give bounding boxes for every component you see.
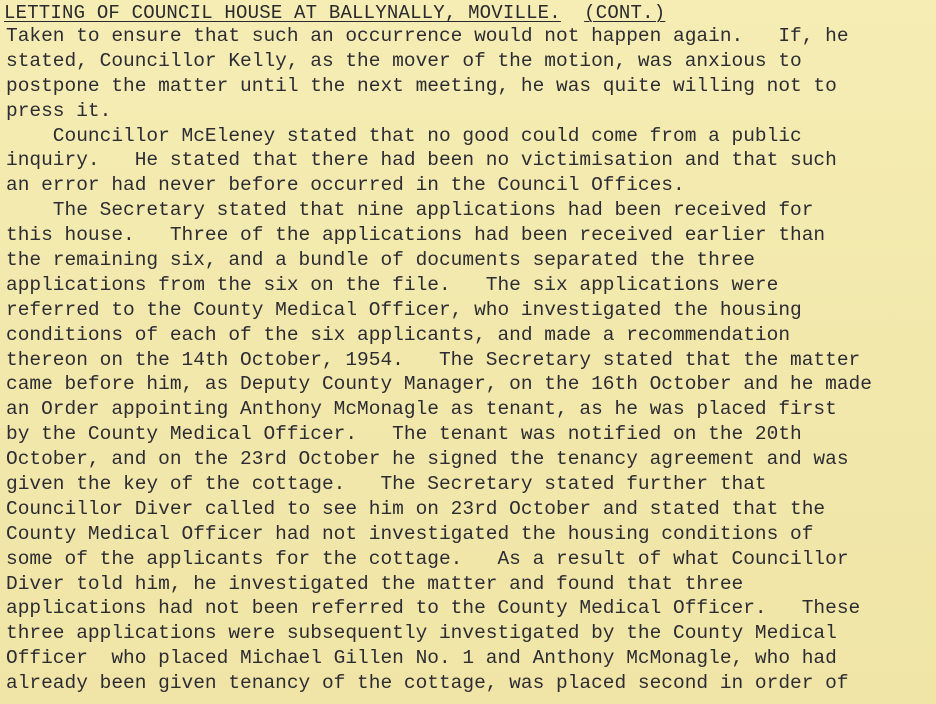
text-line: postpone the matter until the next meeting, he was quite willing not to [6,74,837,97]
text-line: thereon on the 14th October, 1954. The Secretary stated that the matter [6,348,861,371]
text-line: already been given tenancy of the cottage, was placed second in order of [6,672,849,695]
text-line: Taken to ensure that such an occurrence would not happen again. If, he [6,25,849,47]
text-line: Officer who placed Michael Gillen No. 1 and Anthony McMonagle, who had [6,647,837,670]
text-line: applications from the six on the file. The six applications were [6,273,779,296]
text-line: the remaining six, and a bundle of documents separated the three [6,249,755,272]
body-text [6,24,936,696]
text-line: some of the applicants for the cottage. As a result of what Councillor [6,547,849,570]
text-line: by the County Medical Officer. The tenant was notified on the 20th [6,423,802,446]
page-heading [4,2,665,24]
text-line: three applications were subsequently investigated by the County Medical [6,622,837,645]
text-line: applications had not been referred to the County Medical Officer. These [6,597,861,620]
text-line: conditions of each of the six applicants, and made a recommendation [6,323,791,346]
heading-title: LETTING OF COUNCIL HOUSE AT BALLYNALLY, MOVILLE. [4,2,561,24]
text-line: Councillor McEleney stated that no good could come from a public [6,124,802,147]
text-line: press it. [6,99,112,122]
text-line: Councillor Diver called to see him on 23rd October and stated that the [6,497,826,520]
text-line: stated, Councillor Kelly, as the mover of the motion, was anxious to [6,49,802,72]
text-line: this house. Three of the applications had been received earlier than [6,224,826,247]
text-line: came before him, as Deputy County Manager, on the 16th October and he made [6,373,872,396]
text-line: given the key of the cottage. The Secretary stated further that [6,473,767,496]
heading-suffix: (CONT.) [584,2,666,24]
text-line: The Secretary stated that nine applications had been received for [6,199,814,222]
text-line: Diver told him, he investigated the matter and found that three [6,572,744,595]
text-line: County Medical Officer had not investigated the housing conditions of [6,522,814,545]
text-line: an error had never before occurred in the Council Offices. [6,174,685,197]
text-line: inquiry. He stated that there had been no victimisation and that such [6,149,837,172]
text-line: October, and on the 23rd October he signed the tenancy agreement and was [6,448,849,471]
text-line: referred to the County Medical Officer, who investigated the housing [6,298,802,321]
text-line: an Order appointing Anthony McMonagle as tenant, as he was placed first [6,398,837,421]
